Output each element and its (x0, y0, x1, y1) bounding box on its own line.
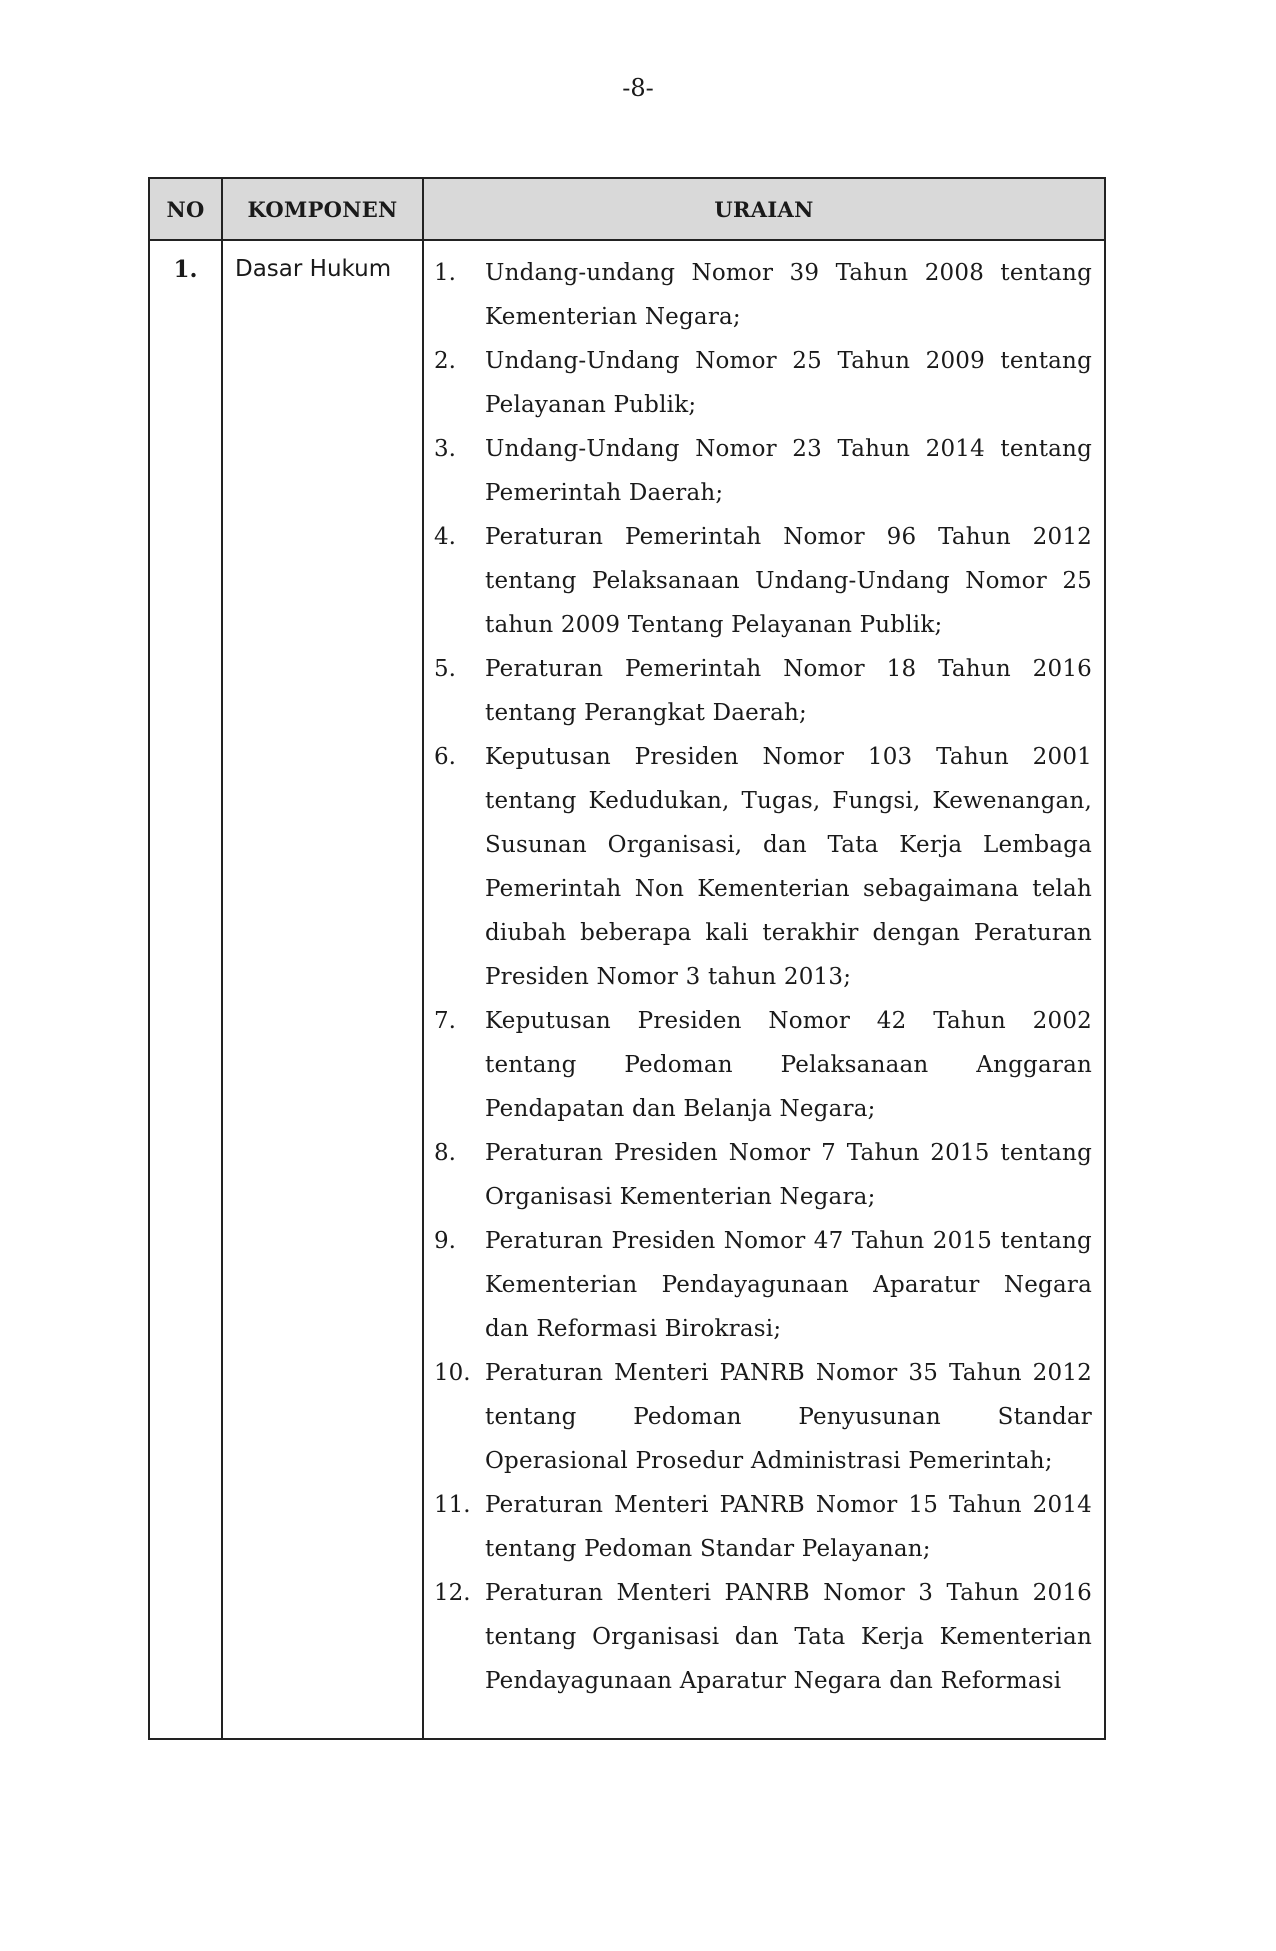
list-item-number: 3. (434, 436, 456, 462)
header-uraian: URAIAN (423, 178, 1105, 240)
list-item-number: 2. (434, 348, 456, 374)
list-item-text: Peraturan Presiden Nomor 7 Tahun 2015 tentang Organisasi Kementerian Negara; (485, 1140, 1092, 1210)
list-item-text: Keputusan Presiden Nomor 42 Tahun 2002 tentang Pedoman Pelaksanaan Anggaran Pendapatan dan Belanja Negara; (485, 1008, 1092, 1122)
list-item (434, 1131, 1092, 1219)
list-item (434, 1483, 1092, 1571)
list-item-text: Peraturan Pemerintah Nomor 18 Tahun 2016 tentang Perangkat Daerah; (485, 656, 1092, 726)
header-komponen: KOMPONEN (222, 178, 423, 240)
list-item (434, 1351, 1092, 1483)
list-item-number: 10. (434, 1360, 471, 1386)
row-uraian (423, 240, 1105, 1739)
list-item (434, 427, 1092, 515)
list-item (434, 251, 1092, 339)
list-item-text: Undang-Undang Nomor 25 Tahun 2009 tentang Pelayanan Publik; (485, 348, 1092, 418)
row-number: 1. (149, 240, 222, 1739)
list-item-number: 11. (434, 1492, 471, 1518)
list-item-text: Keputusan Presiden Nomor 103 Tahun 2001 tentang Kedudukan, Tugas, Fungsi, Kewenangan, Susunan Organisasi, dan Tata Kerja Lembaga Pemerintah Non Kementerian sebagaimana telah diubah beberapa kali terakhir dengan Peraturan Presiden Nomor 3 tahun 2013; (485, 744, 1092, 990)
list-item-text: Peraturan Pemerintah Nomor 96 Tahun 2012 tentang Pelaksanaan Undang-Undang Nomor 25 tahun 2009 Tentang Pelayanan Publik; (485, 524, 1092, 638)
list-item-number: 5. (434, 656, 456, 682)
list-item (434, 1219, 1092, 1351)
list-item-text: Peraturan Menteri PANRB Nomor 35 Tahun 2012 tentang Pedoman Penyusunan Standar Operasional Prosedur Administrasi Pemerintah; (485, 1360, 1092, 1474)
table-row (149, 240, 1105, 1739)
list-item-number: 4. (434, 524, 456, 550)
list-item (434, 339, 1092, 427)
list-item-number: 6. (434, 744, 456, 770)
list-item (434, 515, 1092, 647)
legal-basis-list (434, 251, 1092, 1703)
list-item-number: 9. (434, 1228, 456, 1254)
list-item-number: 1. (434, 260, 456, 286)
table-header-row (149, 178, 1105, 240)
list-item-text: Peraturan Menteri PANRB Nomor 3 Tahun 2016 tentang Organisasi dan Tata Kerja Kementerian Pendayagunaan Aparatur Negara dan Reformasi (485, 1580, 1092, 1694)
list-item-text: Peraturan Menteri PANRB Nomor 15 Tahun 2014 tentang Pedoman Standar Pelayanan; (485, 1492, 1092, 1562)
page-number: -8- (622, 74, 654, 102)
list-item-text: Undang-undang Nomor 39 Tahun 2008 tentang Kementerian Negara; (485, 260, 1092, 330)
list-item (434, 1571, 1092, 1703)
list-item-number: 12. (434, 1580, 471, 1606)
list-item (434, 647, 1092, 735)
header-no: NO (149, 178, 222, 240)
list-item (434, 735, 1092, 999)
row-komponen: Dasar Hukum (222, 240, 423, 1739)
list-item (434, 999, 1092, 1131)
list-item-number: 8. (434, 1140, 456, 1166)
list-item-number: 7. (434, 1008, 456, 1034)
list-item-text: Peraturan Presiden Nomor 47 Tahun 2015 tentang Kementerian Pendayagunaan Aparatur Negara dan Reformasi Birokrasi; (485, 1228, 1092, 1342)
list-item-text: Undang-Undang Nomor 23 Tahun 2014 tentang Pemerintah Daerah; (485, 436, 1092, 506)
legal-basis-table (148, 177, 1106, 1740)
